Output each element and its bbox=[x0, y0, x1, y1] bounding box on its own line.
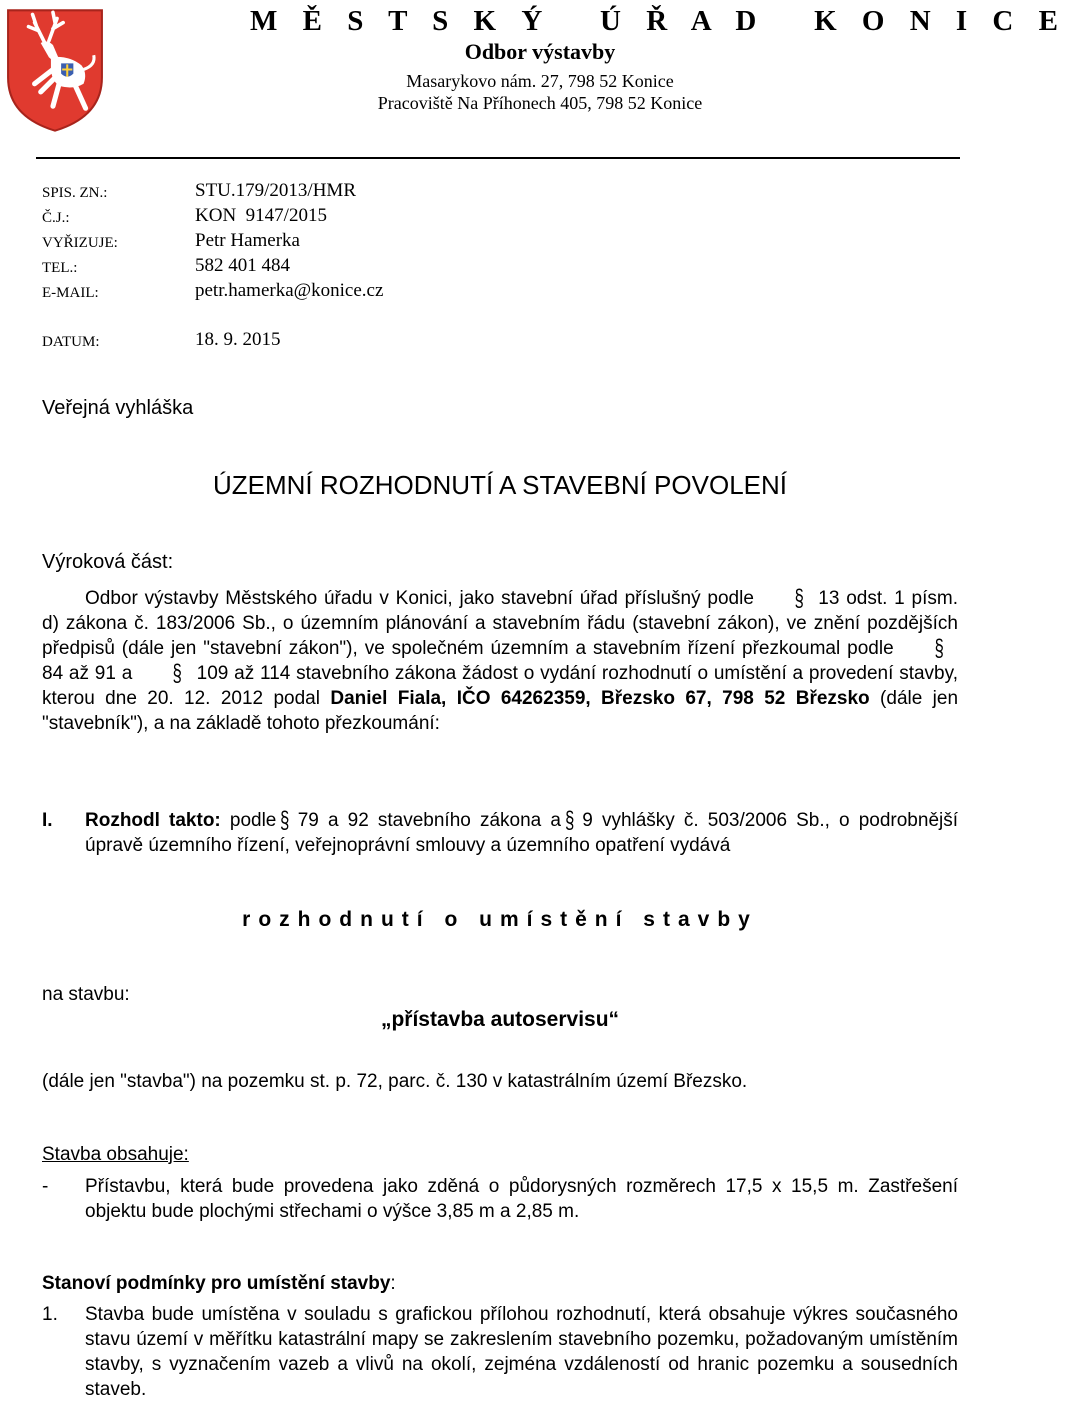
contents-item-marker: - bbox=[42, 1176, 49, 1197]
contents-item-text: Přístavbu, která bude provedena jako zděná o půdorysných rozměrech 17,5 x 15,5 m. Zastřešení objektu bude plochými střechami o výšce 3,85 m a 2,85 m. bbox=[85, 1176, 958, 1222]
spis-label: SPIS. ZN.: bbox=[42, 185, 108, 201]
decision-lead: Rozhodl takto: bbox=[85, 810, 221, 831]
email-value[interactable]: petr.hamerka@konice.cz bbox=[195, 280, 384, 301]
intro-text-1: Odbor výstavby Městského úřadu v Konici, jako stavební úřad příslušný podle bbox=[85, 588, 754, 609]
decision-text-1: podle bbox=[229, 810, 277, 831]
condition-item-marker: 1. bbox=[42, 1304, 58, 1325]
document-type: Veřejná vyhláška bbox=[42, 397, 194, 419]
datum-value: 18. 9. 2015 bbox=[195, 329, 281, 350]
intro-text-5: (dále jen "stavebník"), a na základě tohoto přezkoumání: bbox=[42, 688, 959, 734]
contents-heading: Stavba obsahuje: bbox=[42, 1144, 189, 1165]
tel-label: TEL.: bbox=[42, 260, 78, 276]
intro-text-3: 84 až 91 a bbox=[42, 663, 133, 684]
location-text: (dále jen "stavba") na pozemku st. p. 72, parc. č. 130 v katastrálním území Březsko. bbox=[42, 1071, 748, 1092]
header-divider bbox=[36, 157, 960, 159]
decision-text-2: 79 a 92 stavebního zákona a bbox=[297, 810, 561, 831]
conditions-colon: : bbox=[390, 1273, 396, 1294]
address-line-1: Masarykovo nám. 27, 798 52 Konice bbox=[406, 71, 674, 91]
condition-item-text: Stavba bude umístěna v souladu s grafickou přílohou rozhodnutí, která obsahuje výkres současného stavu území v měřítku katastrální mapy se zakreslením stavebního pozemku, požadovaným umístěním stavby, s vyznačením vazeb a vlivů na okolí, zejména vzdáleností od hranic pozemku a sousedních staveb. bbox=[85, 1304, 958, 1400]
section-heading: Výroková část: bbox=[42, 551, 174, 573]
building-name: „přístavba autoservisu“ bbox=[380, 1008, 620, 1031]
conditions-heading-line bbox=[42, 1271, 396, 1296]
vyrizuje-value: Petr Hamerka bbox=[195, 230, 300, 251]
intro-text-2: 13 odst. 1 písm. d) zákona č. 183/2006 Sb., o územním plánování a stavebním řádu (stavební zákon), ve znění pozdějších předpisů (dále jen "stavební zákon"), ve společném územním a stavebním řízení přezkoumal podle bbox=[42, 588, 958, 659]
document-title: ÚZEMNÍ ROZHODNUTÍ A STAVEBNÍ POVOLENÍ bbox=[212, 470, 787, 500]
paragraph-sign-icon: § bbox=[172, 660, 183, 687]
email-label: E-MAIL: bbox=[42, 285, 99, 301]
na-stavbu-label: na stavbu: bbox=[42, 984, 130, 1005]
office-name: M Ě S T S K Ý Ú Ř A D K O N I C E bbox=[250, 5, 1067, 37]
paragraph-sign-icon: § bbox=[934, 635, 944, 662]
decision-paragraph bbox=[85, 808, 958, 858]
intro-text-4: 109 až 114 stavebního zákona žádost o vydání rozhodnutí o umístění a provedení stavby, kterou dne 20. 12. 2012 podal bbox=[42, 663, 958, 709]
cj-label: Č.J.: bbox=[42, 210, 70, 226]
city-emblem-stag-icon bbox=[4, 6, 106, 134]
paragraph-sign-icon: § bbox=[564, 807, 575, 834]
intro-paragraph bbox=[42, 586, 958, 736]
vyrizuje-label: VYŘIZUJE: bbox=[42, 235, 118, 251]
department-name: Odbor výstavby bbox=[464, 39, 616, 64]
decision-number: I. bbox=[42, 810, 53, 831]
applicant: Daniel Fiala, IČO 64262359, Březsko 67, 798 52 Březsko bbox=[330, 688, 870, 709]
conditions-heading: Stanoví podmínky pro umístění stavby bbox=[42, 1273, 391, 1294]
decision-title: rozhodnutí o umístění stavby bbox=[242, 908, 758, 931]
spis-value: STU.179/2013/HMR bbox=[195, 180, 356, 201]
address-line-2: Pracoviště Na Příhonech 405, 798 52 Konice bbox=[377, 93, 703, 113]
paragraph-sign-icon: § bbox=[280, 807, 290, 834]
paragraph-sign-icon: § bbox=[794, 585, 804, 612]
tel-value: 582 401 484 bbox=[195, 255, 290, 276]
cj-value: KON 9147/2015 bbox=[195, 205, 327, 226]
decision-text-3: 9 vyhlášky č. 503/2006 Sb., o podrobnější úpravě územního řízení, veřejnoprávní smlouvy a územního opatření vydává bbox=[85, 810, 959, 856]
datum-label: DATUM: bbox=[42, 334, 100, 350]
